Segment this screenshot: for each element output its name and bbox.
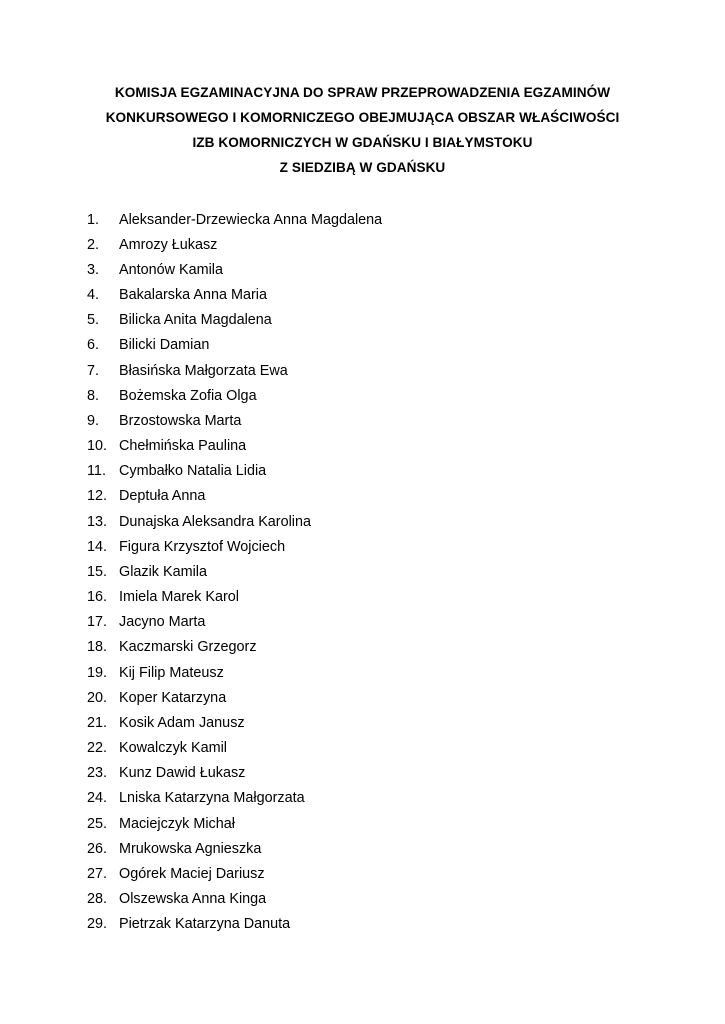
list-item-number: 6. xyxy=(87,337,100,354)
list-item xyxy=(87,560,382,585)
list-item xyxy=(87,912,382,937)
list-item-name: Błasińska Małgorzata Ewa xyxy=(119,362,288,379)
list-item xyxy=(87,384,382,409)
list-item-number: 2. xyxy=(87,236,100,253)
list-item xyxy=(87,812,382,837)
list-item-name: Kaczmarski Grzegorz xyxy=(119,639,257,656)
list-item xyxy=(87,409,382,434)
list-item-name: Imiela Marek Karol xyxy=(119,589,239,606)
heading-line-4: Z SIEDZIBĄ W GDAŃSKU xyxy=(279,160,446,175)
list-item xyxy=(87,359,382,384)
list-item xyxy=(87,535,382,560)
list-item-number: 28. xyxy=(87,891,108,908)
list-item xyxy=(87,585,382,610)
list-item-number: 13. xyxy=(87,513,108,530)
list-item-name: Olszewska Anna Kinga xyxy=(119,891,267,908)
list-item xyxy=(87,233,382,258)
list-item-name: Maciejczyk Michał xyxy=(119,815,235,832)
list-item-number: 11. xyxy=(87,463,106,480)
heading-line-1: KOMISJA EGZAMINACYJNA DO SPRAW PRZEPROWADZENIA EGZAMINÓW xyxy=(114,85,611,100)
list-item-number: 29. xyxy=(87,916,108,933)
list-item-name: Kunz Dawid Łukasz xyxy=(119,765,246,782)
list-item xyxy=(87,661,382,686)
list-item-number: 24. xyxy=(87,790,108,807)
list-item xyxy=(87,837,382,862)
list-item xyxy=(87,434,382,459)
list-item-number: 16. xyxy=(87,589,108,606)
list-item-name: Chełmińska Paulina xyxy=(119,438,247,455)
list-item xyxy=(87,308,382,333)
list-item-number: 5. xyxy=(87,312,100,329)
document-heading xyxy=(40,80,685,180)
heading-line-3: IZB KOMORNICZYCH W GDAŃSKU I BIAŁYMSTOKU xyxy=(192,135,533,150)
list-item-name: Antonów Kamila xyxy=(119,261,223,278)
list-item-name: Kosik Adam Janusz xyxy=(119,714,245,731)
list-item-number: 19. xyxy=(87,664,108,681)
list-item-name: Glazik Kamila xyxy=(119,563,207,580)
list-item-name: Brzostowska Marta xyxy=(119,412,242,429)
list-item xyxy=(87,736,382,761)
list-item xyxy=(87,635,382,660)
list-item xyxy=(87,258,382,283)
list-item-number: 14. xyxy=(87,538,108,555)
list-item-number: 22. xyxy=(87,740,108,757)
list-item-name: Koper Katarzyna xyxy=(119,689,227,706)
list-item-number: 25. xyxy=(87,815,108,832)
list-item-number: 1. xyxy=(87,211,100,228)
list-item-name: Pietrzak Katarzyna Danuta xyxy=(119,916,291,933)
list-item-number: 20. xyxy=(87,689,108,706)
list-item-number: 23. xyxy=(87,765,108,782)
list-item-name: Bilicki Damian xyxy=(119,337,210,354)
list-item-name: Aleksander-Drzewiecka Anna Magdalena xyxy=(119,211,383,228)
heading-line-2: KONKURSOWEGO I KOMORNICZEGO OBEJMUJĄCA OBSZAR WŁAŚCIWOŚCI xyxy=(105,110,620,125)
list-item xyxy=(87,510,382,535)
list-item xyxy=(87,686,382,711)
list-item-name: Bożemska Zofia Olga xyxy=(119,387,257,404)
list-item xyxy=(87,862,382,887)
names-list xyxy=(87,208,382,938)
list-item-number: 21. xyxy=(87,714,108,731)
list-item xyxy=(87,208,382,233)
list-item-number: 10. xyxy=(87,438,108,455)
list-item xyxy=(87,887,382,912)
list-item xyxy=(87,283,382,308)
list-item xyxy=(87,711,382,736)
list-item-number: 27. xyxy=(87,865,108,882)
list-item-number: 26. xyxy=(87,840,108,857)
list-item-number: 9. xyxy=(87,412,100,429)
list-item-name: Cymbałko Natalia Lidia xyxy=(119,463,267,480)
list-item xyxy=(87,786,382,811)
list-item-number: 12. xyxy=(87,488,108,505)
list-item xyxy=(87,459,382,484)
list-item-name: Kij Filip Mateusz xyxy=(119,664,224,681)
list-item-number: 17. xyxy=(87,614,108,631)
list-item xyxy=(87,333,382,358)
list-item-number: 3. xyxy=(87,261,100,278)
list-item-name: Mrukowska Agnieszka xyxy=(119,840,262,857)
list-item-name: Kowalczyk Kamil xyxy=(119,740,227,757)
list-item-number: 4. xyxy=(87,287,100,304)
list-item-name: Deptuła Anna xyxy=(119,488,206,505)
list-item xyxy=(87,610,382,635)
list-item-name: Lniska Katarzyna Małgorzata xyxy=(119,790,305,807)
list-item-name: Dunajska Aleksandra Karolina xyxy=(119,513,311,530)
list-item-name: Bakalarska Anna Maria xyxy=(119,287,267,304)
list-item-number: 15. xyxy=(87,563,108,580)
list-item-name: Ogórek Maciej Dariusz xyxy=(119,865,265,882)
list-item-name: Amrozy Łukasz xyxy=(119,236,218,253)
list-item-number: 7. xyxy=(87,362,100,379)
list-item-name: Jacyno Marta xyxy=(119,614,206,631)
list-item-name: Bilicka Anita Magdalena xyxy=(119,312,272,329)
list-item xyxy=(87,761,382,786)
list-item xyxy=(87,484,382,509)
list-item-number: 8. xyxy=(87,387,100,404)
list-item-number: 18. xyxy=(87,639,108,656)
list-item-name: Figura Krzysztof Wojciech xyxy=(119,538,286,555)
